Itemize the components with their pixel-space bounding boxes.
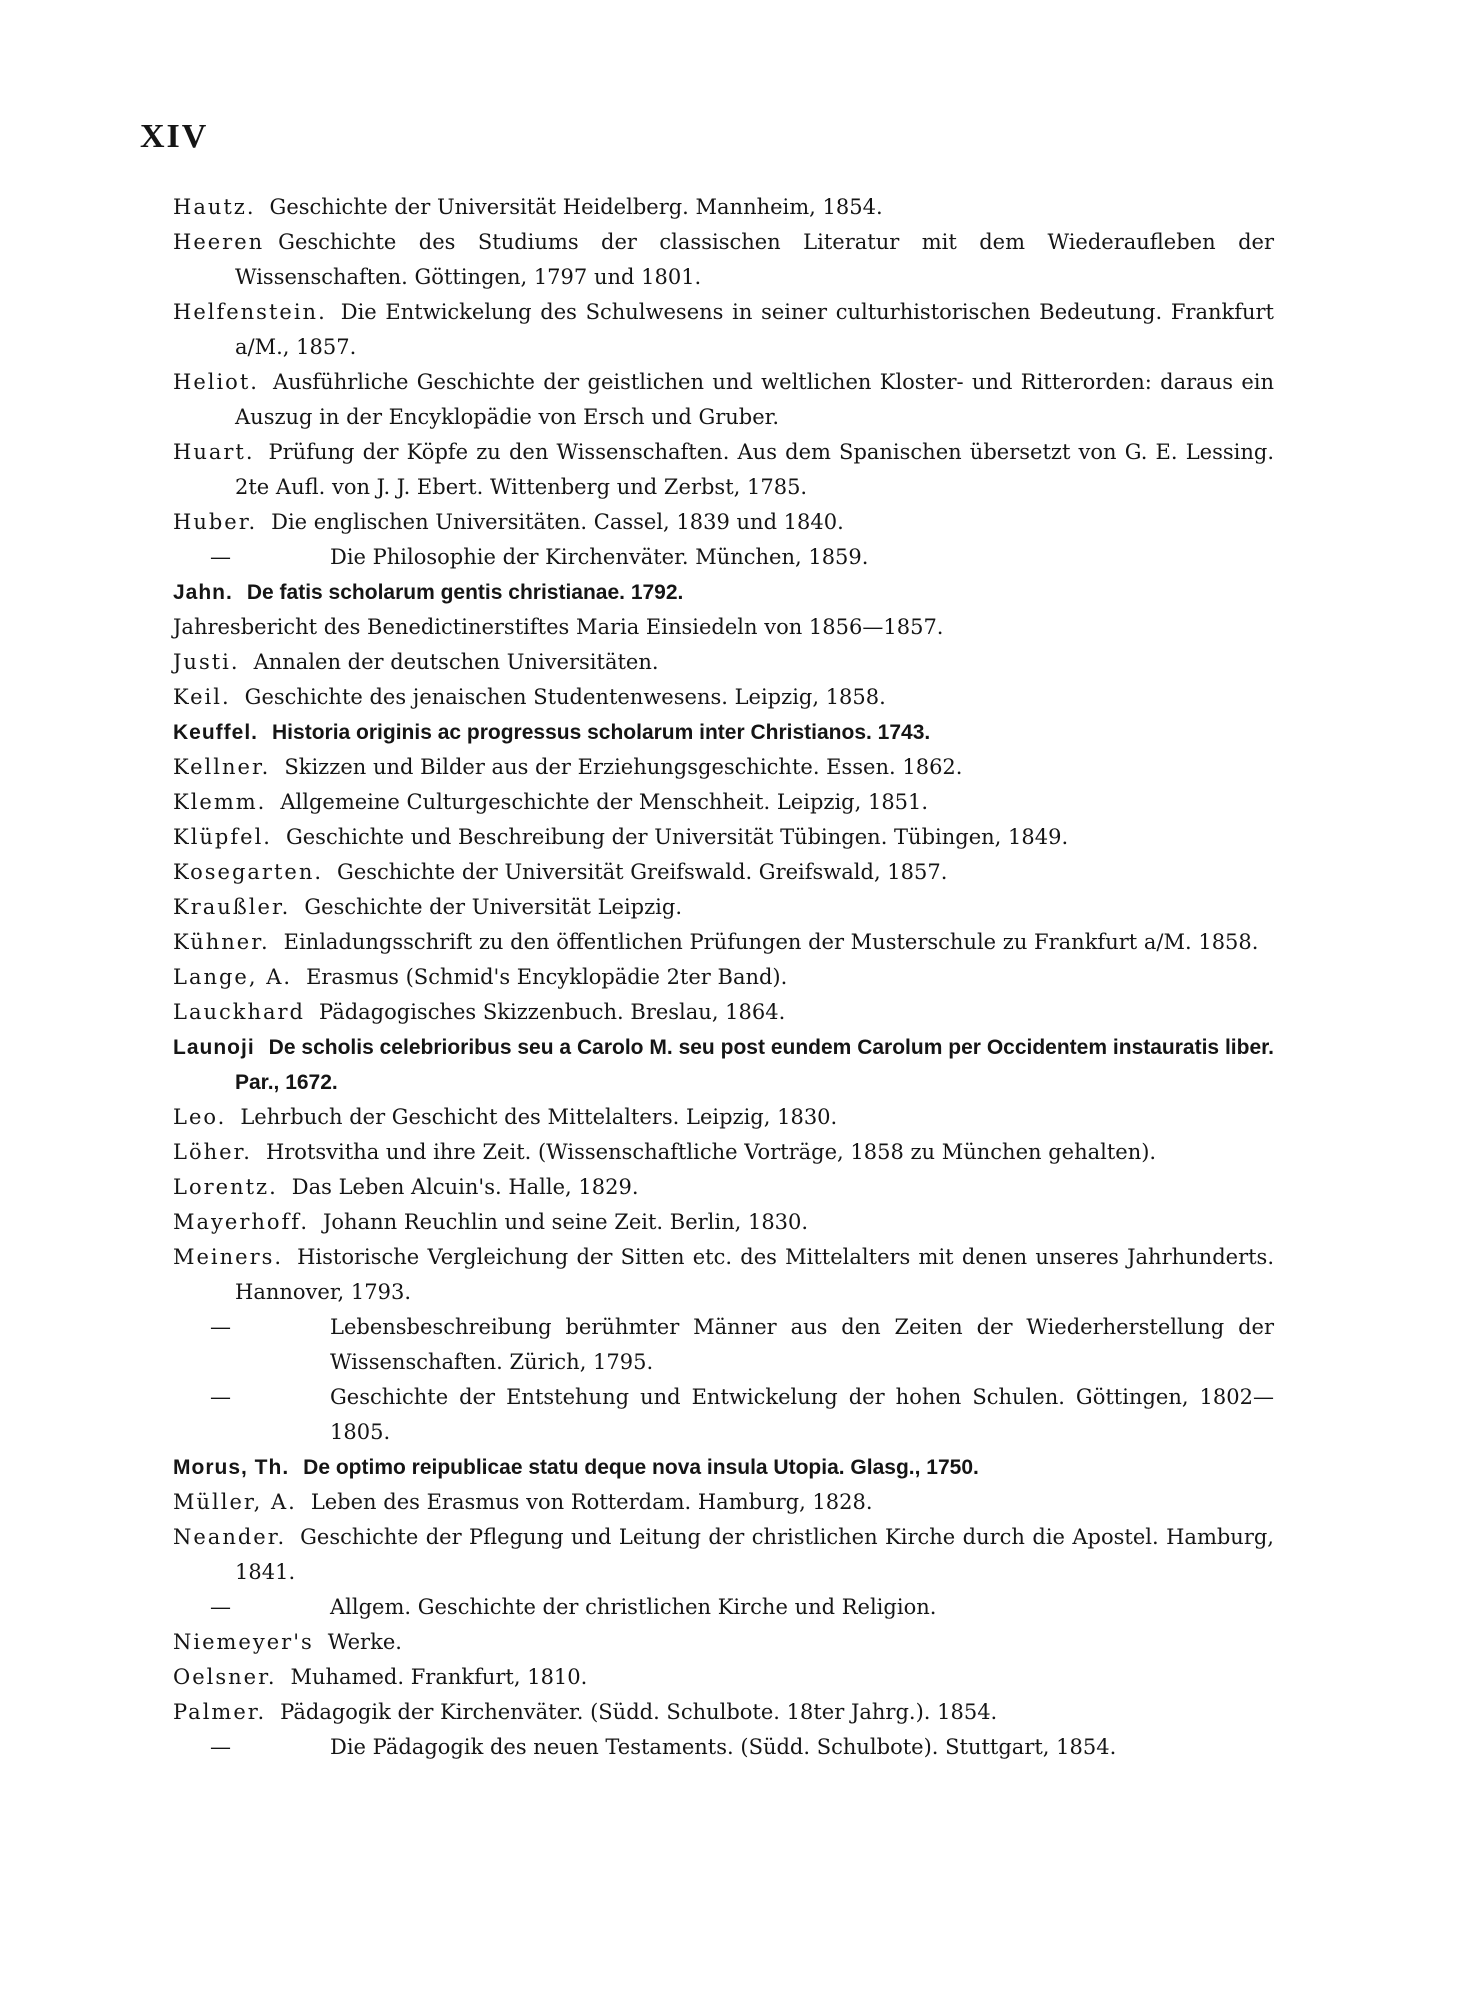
bibliography-entry [173,820,1274,855]
entry-text: Geschichte und Beschreibung der Universität Tübingen. Tübingen, 1849. [285,825,1069,849]
entry-author: Niemeyer's [173,1630,314,1654]
bibliography-entry [173,785,1274,820]
entry-text: Pädagogik der Kirchenväter. (Südd. Schulbote. 18ter Jahrg.). 1854. [280,1700,998,1724]
entry-author: Meiners. [173,1245,284,1269]
entry-author: Neander. [173,1525,287,1549]
bibliography-entry [173,1520,1274,1590]
bibliography-entry [173,855,1274,890]
bibliography-entry [173,680,1274,715]
entry-text: Geschichte der Entstehung und Entwickelung der hohen Schulen. Göttingen, 1802—1805. [330,1385,1274,1444]
bibliography-entry [173,715,1274,750]
bibliography-entry [173,645,1274,680]
entry-author: Palmer. [173,1700,267,1724]
entry-author: Huart. [173,440,255,464]
bibliography-entry [173,750,1274,785]
bibliography-entry [173,1625,1274,1660]
bibliography-entry [173,890,1274,925]
bibliography-entry [173,960,1274,995]
entry-author: Justi. [173,650,240,674]
entry-author: Kellner. [173,755,271,779]
entry-author: Oelsner. [173,1665,277,1689]
bibliography-entry [173,365,1274,435]
entry-text: Ausführliche Geschichte der geistlichen und weltlichen Kloster- und Ritterorden: daraus ein Auszug in der Encyklopädie von Ersch und Gruber. [235,370,1274,429]
bibliography-list [0,190,1464,1765]
entry-author: Heliot. [173,370,259,394]
entry-author: Lauckhard [173,1000,306,1024]
entry-author: Hautz. [173,195,256,219]
entry-author: Leo. [173,1105,227,1129]
entry-text: Das Leben Alcuin's. Halle, 1829. [291,1175,639,1199]
entry-text: Geschichte der Universität Heidelberg. Mannheim, 1854. [269,195,883,219]
entry-text: Geschichte des jenaischen Studentenwesens. Leipzig, 1858. [244,685,886,709]
entry-author: Jahn. [173,581,233,604]
entry-text: De scholis celebrioribus seu a Carolo M. seu post eundem Carolum per Occidentem instauratis liber. Par., 1672. [235,1036,1274,1094]
bibliography-entry [173,1660,1274,1695]
bibliography-entry-continued [210,1730,1274,1765]
entry-author: Klüpfel. [173,825,272,849]
entry-text: De optimo reipublicae statu deque nova insula Utopia. Glasg., 1750. [303,1456,979,1479]
entry-text: Geschichte der Pflegung und Leitung der christlichen Kirche durch die Apostel. Hamburg, 1841. [235,1525,1274,1584]
entry-text: Skizzen und Bilder aus der Erziehungsgeschichte. Essen. 1862. [284,755,963,779]
entry-author: Launoji [173,1036,255,1059]
bibliography-entry [173,505,1274,540]
bibliography-entry [173,575,1274,610]
bibliography-entry [173,1100,1274,1135]
entry-text: Die Pädagogik des neuen Testaments. (Südd. Schulbote). Stuttgart, 1854. [330,1735,1117,1759]
ditto-dash: — [210,1735,231,1759]
entry-text: Die englischen Universitäten. Cassel, 1839 und 1840. [271,510,844,534]
entry-text: Pädagogisches Skizzenbuch. Breslau, 1864. [319,1000,786,1024]
bibliography-entry [173,1450,1274,1485]
bibliography-entry [173,295,1274,365]
bibliography-entry-continued [210,540,1274,575]
ditto-dash: — [210,545,231,569]
entry-text: Lebensbeschreibung berühmter Männer aus den Zeiten der Wiederherstellung der Wissenschaften. Zürich, 1795. [330,1315,1274,1374]
bibliography-entry [173,1135,1274,1170]
entry-text: Historia originis ac progressus scholarum inter Christianos. 1743. [272,721,931,744]
ditto-dash: — [210,1315,231,1339]
entry-text: De fatis scholarum gentis christianae. 1792. [246,581,684,604]
entry-text: Geschichte der Universität Leipzig. [304,895,683,919]
bibliography-entry [173,435,1274,505]
bibliography-entry-continued [210,1310,1274,1380]
bibliography-entry-continued [210,1590,1274,1625]
entry-text: Lehrbuch der Geschicht des Mittelalters. Leipzig, 1830. [240,1105,838,1129]
bibliography-entry-continued [210,1380,1274,1450]
entry-author: Klemm. [173,790,267,814]
entry-text: Allgemeine Culturgeschichte der Menschheit. Leipzig, 1851. [280,790,929,814]
entry-author: Löher. [173,1140,252,1164]
bibliography-entry [173,1240,1274,1310]
entry-author: Huber. [173,510,258,534]
entry-author: Mayerhoff. [173,1210,309,1234]
entry-text: Johann Reuchlin und seine Zeit. Berlin, 1830. [323,1210,809,1234]
entry-text: Die Philosophie der Kirchenväter. München, 1859. [330,545,869,569]
entry-text: Die Entwickelung des Schulwesens in seiner culturhistorischen Bedeutung. Frankfurt a/M., 1857. [235,300,1274,359]
entry-author: Lange, A. [173,965,293,989]
bibliography-entry [173,1030,1274,1100]
bibliography-entry [173,610,1274,645]
bibliography-entry [173,1205,1274,1240]
entry-text: Erasmus (Schmid's Encyklopädie 2ter Band). [306,965,788,989]
entry-author: Morus, Th. [173,1456,290,1479]
entry-author: Müller, A. [173,1490,297,1514]
entry-text: Leben des Erasmus von Rotterdam. Hamburg, 1828. [310,1490,873,1514]
entry-text: Geschichte des Studiums der classischen Literatur mit dem Wiederaufleben der Wissenschaften. Göttingen, 1797 und 1801. [235,230,1274,289]
entry-text: Annalen der deutschen Universitäten. [253,650,659,674]
entry-author: Keuffel. [173,721,259,744]
ditto-dash: — [210,1595,231,1619]
entry-text: Allgem. Geschichte der christlichen Kirche und Religion. [330,1595,937,1619]
entry-author: Lorentz. [173,1175,278,1199]
entry-text: Jahresbericht des Benedictinerstiftes Maria Einsiedeln von 1856—1857. [173,615,944,639]
bibliography-entry [173,1695,1274,1730]
entry-text: Werke. [327,1630,402,1654]
entry-author: Helfenstein. [173,300,327,324]
entry-text: Geschichte der Universität Greifswald. Greifswald, 1857. [337,860,948,884]
bibliography-entry [173,1170,1274,1205]
ditto-dash: — [210,1385,231,1409]
entry-author: Kraußler. [173,895,291,919]
entry-author: Heeren [173,230,265,254]
entry-text: Prüfung der Köpfe zu den Wissenschaften. Aus dem Spanischen übersetzt von G. E. Lessing. 2te Aufl. von J. J. Ebert. Wittenberg und Zerbst, 1785. [235,440,1274,499]
entry-text: Einladungsschrift zu den öffentlichen Prüfungen der Musterschule zu Frankfurt a/M. 1858. [283,930,1259,954]
bibliography-entry [173,225,1274,295]
bibliography-entry [173,1485,1274,1520]
bibliography-entry [173,925,1274,960]
entry-author: Kosegarten. [173,860,324,884]
bibliography-entry [173,190,1274,225]
entry-text: Historische Vergleichung der Sitten etc. des Mittelalters mit denen unseres Jahrhunderts. Hannover, 1793. [235,1245,1274,1304]
entry-author: Keil. [173,685,231,709]
entry-text: Hrotsvitha und ihre Zeit. (Wissenschaftliche Vorträge, 1858 zu München gehalten). [265,1140,1157,1164]
entry-text: Muhamed. Frankfurt, 1810. [290,1665,588,1689]
entry-author: Kühner. [173,930,270,954]
bibliography-entry [173,995,1274,1030]
page-number: XIV [140,118,209,155]
